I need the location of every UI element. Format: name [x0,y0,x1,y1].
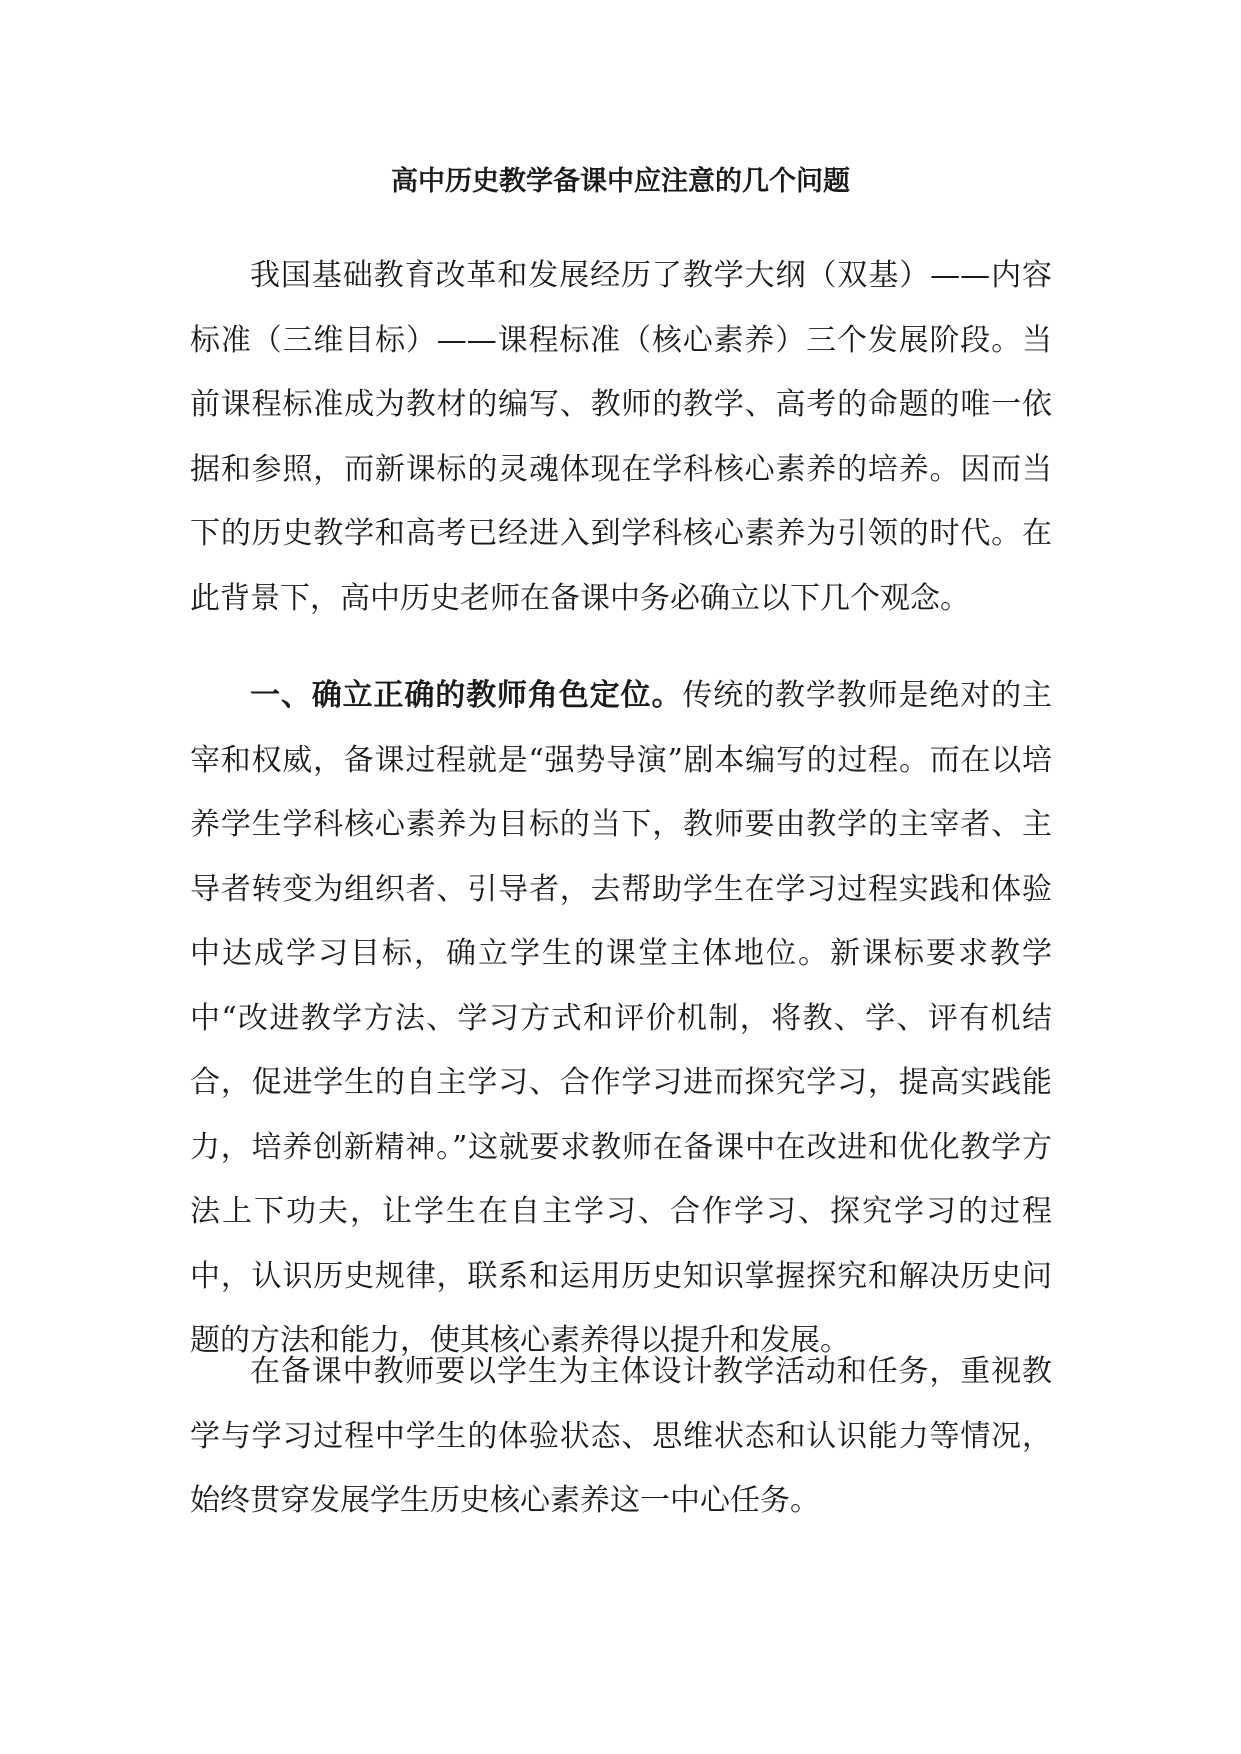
paragraph-text: 我国基础教育改革和发展经历了教学大纲（双基）——内容标准（三维目标）——课程标准（核心素养）三个发展阶段。当前课程标准成为教材的编写、教师的教学、高考的命题的唯一依据和参照，而新课标的灵魂体现在学科核心素养的培养。因而当下的历史教学和高考已经进入到学科核心素养为引领的时代。在此背景下，高中历史老师在备课中务必确立以下几个观念。 [190,258,1052,616]
paragraph-section-one [190,664,1052,1374]
section-heading: 一、确立正确的教师角色定位。 [250,678,683,713]
document-title: 高中历史教学备课中应注意的几个问题 [391,166,850,197]
paragraph-text: 传统的教学教师是绝对的主宰和权威，备课过程就是“强势导演”剧本编写的过程。而在以培养学生学科核心素养为目标的当下，教师要由教学的主宰者、主导者转变为组织者、引导者，去帮助学生在学习过程实践和体验中达成学习目标，确立学生的课堂主体地位。新课标要求教学中“改进教学方法、学习方式和评价机制，将教、学、评有机结合，促进学生的自主学习、合作学习进而探究学习，提高实践能力，培养创新精神。”这就要求教师在备课中在改进和优化教学方法上下功夫，让学生在自主学习、合作学习、探究学习的过程中，认识历史规律，联系和运用历史知识掌握探究和解决历史问题的方法和能力，使其核心素养得以提升和发展。 [190,678,1053,1358]
paragraph-closing [190,1340,1052,1534]
paragraph-intro [190,244,1052,631]
paragraph-text: 在备课中教师要以学生为主体设计教学活动和任务，重视教学与学习过程中学生的体验状态、思维状态和认识能力等情况，始终贯穿发展学生历史核心素养这一中心任务。 [190,1354,1052,1518]
